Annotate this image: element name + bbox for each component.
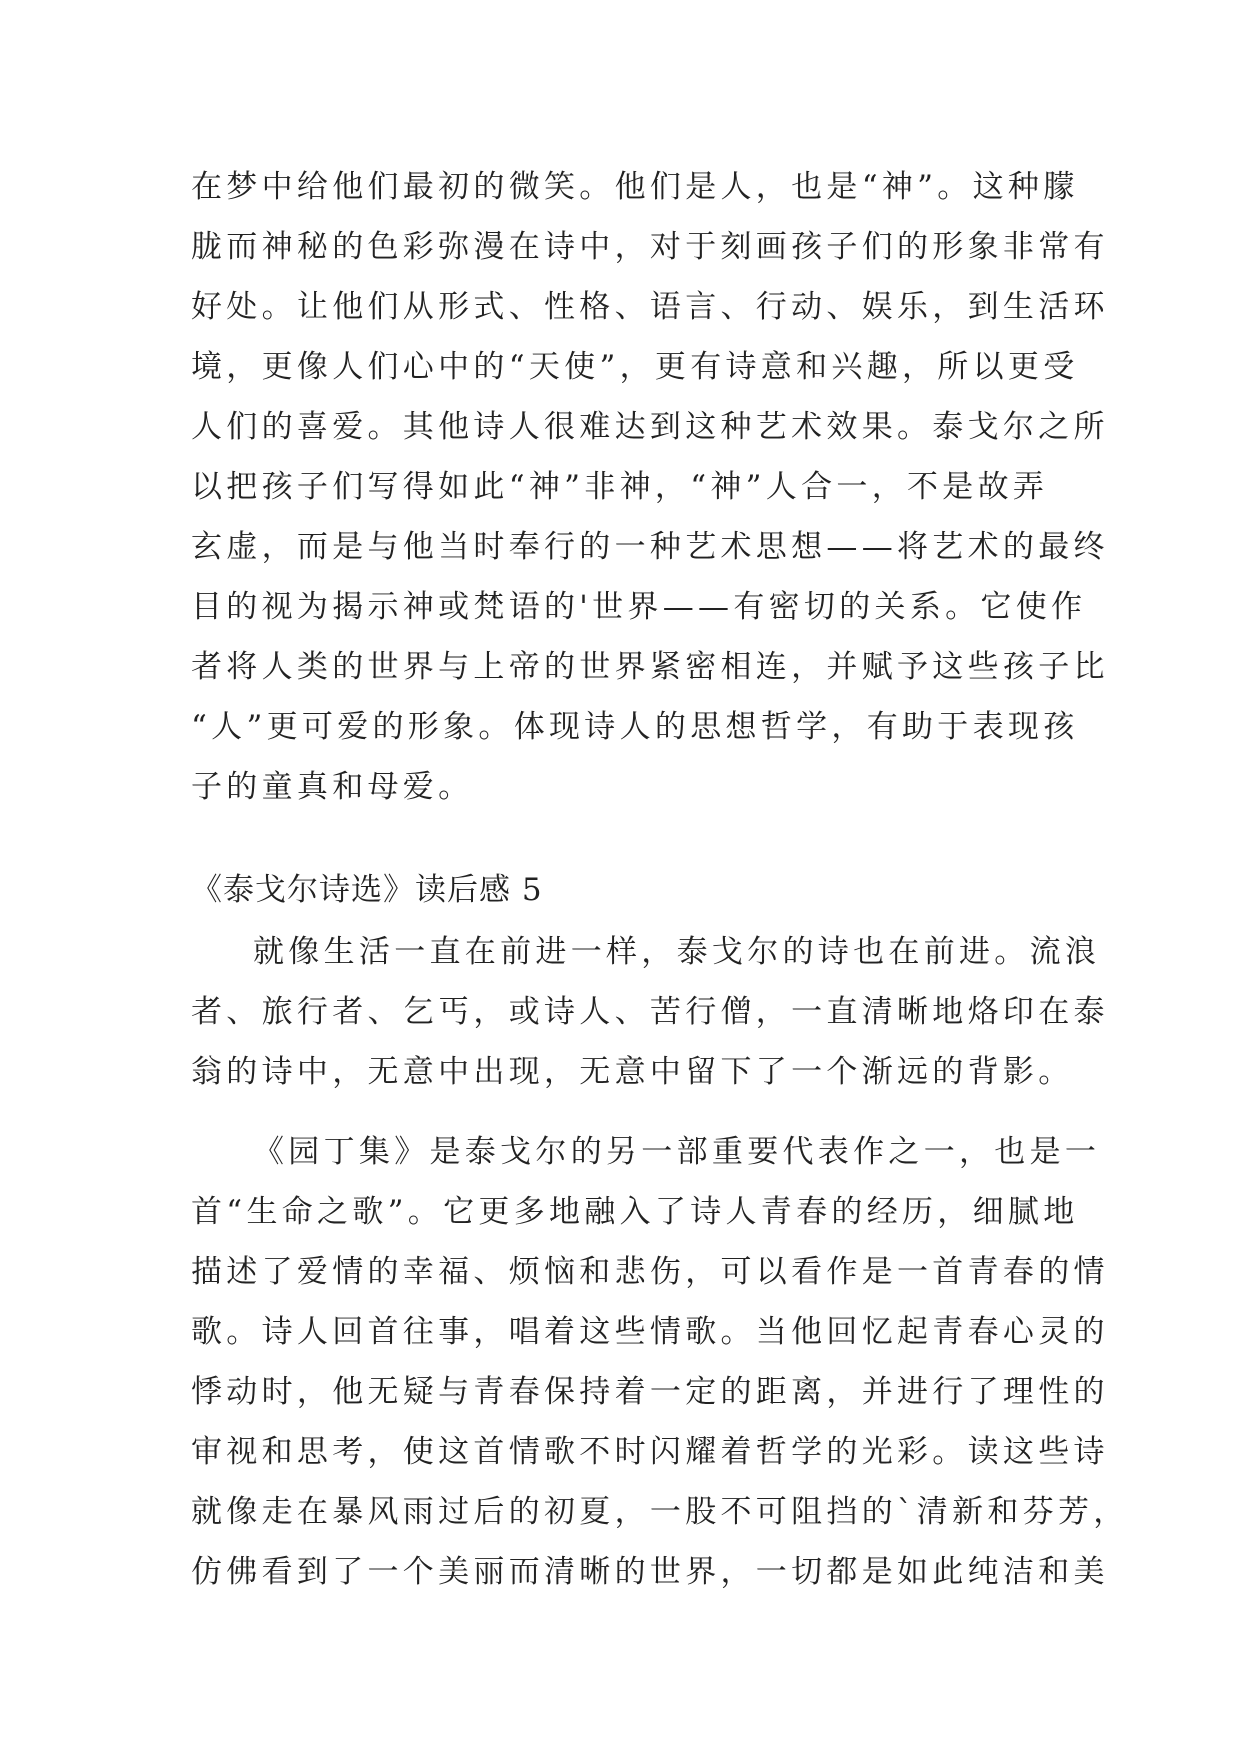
- text-line: 子的童真和母爱。: [191, 769, 474, 805]
- text-line: 翁的诗中，无意中出现，无意中留下了一个渐远的背影。: [191, 1054, 1074, 1090]
- text-line: 玄虚，而是与他当时奉行的一种艺术思想——将艺术的最终: [191, 529, 1109, 565]
- text-line: 就像走在暴风雨过后的初夏，一股不可阻挡的`清新和芬芳，: [191, 1494, 1129, 1530]
- text-line: 在梦中给他们最初的微笑。他们是人，也是“神”。这种朦: [191, 169, 1079, 205]
- text-line: 歌。诗人回首往事，唱着这些情歌。当他回忆起青春心灵的: [191, 1314, 1109, 1350]
- paragraph-children-imagery: [191, 157, 1109, 817]
- text-line: 描述了爱情的幸福、烦恼和悲伤，可以看作是一首青春的情: [191, 1254, 1109, 1290]
- text-line: 仿佛看到了一个美丽而清晰的世界，一切都是如此纯洁和美: [191, 1554, 1109, 1590]
- text-line: 境，更像人们心中的“天使”，更有诗意和兴趣，所以更受: [191, 349, 1079, 385]
- text-line: 《园丁集》是泰戈尔的另一部重要代表作之一，也是一: [253, 1134, 1101, 1170]
- text-line: 悸动时，他无疑与青春保持着一定的距离，并进行了理性的: [191, 1374, 1109, 1410]
- paragraph-wanderers: [191, 922, 1109, 1102]
- text-line: 者、旅行者、乞丐，或诗人、苦行僧，一直清晰地烙印在泰: [191, 994, 1109, 1030]
- paragraph-gardener: [191, 1122, 1129, 1602]
- text-line: 好处。让他们从形式、性格、语言、行动、娱乐，到生活环: [191, 289, 1109, 325]
- text-line: 人们的喜爱。其他诗人很难达到这种艺术效果。泰戈尔之所: [191, 409, 1109, 445]
- text-line: 以把孩子们写得如此“神”非神，“神”人合一，不是故弄: [191, 469, 1049, 505]
- text-line: 目的视为揭示神或梵语的'世界——有密切的关系。它使作: [191, 589, 1087, 625]
- section-heading-block: [191, 860, 1051, 920]
- text-line: 首“生命之歌”。它更多地融入了诗人青春的经历，细腻地: [191, 1194, 1079, 1230]
- text-line: 者将人类的世界与上帝的世界紧密相连，并赋予这些孩子比: [191, 649, 1109, 685]
- text-line: 胧而神秘的色彩弥漫在诗中，对于刻画孩子们的形象非常有: [191, 229, 1109, 265]
- text-line: “人”更可爱的形象。体现诗人的思想哲学，有助于表现孩: [191, 709, 1079, 745]
- text-line: 就像生活一直在前进一样，泰戈尔的诗也在前进。流浪: [253, 934, 1101, 970]
- text-line: 审视和思考，使这首情歌不时闪耀着哲学的光彩。读这些诗: [191, 1434, 1109, 1470]
- section-heading: 《泰戈尔诗选》读后感 5: [191, 872, 543, 908]
